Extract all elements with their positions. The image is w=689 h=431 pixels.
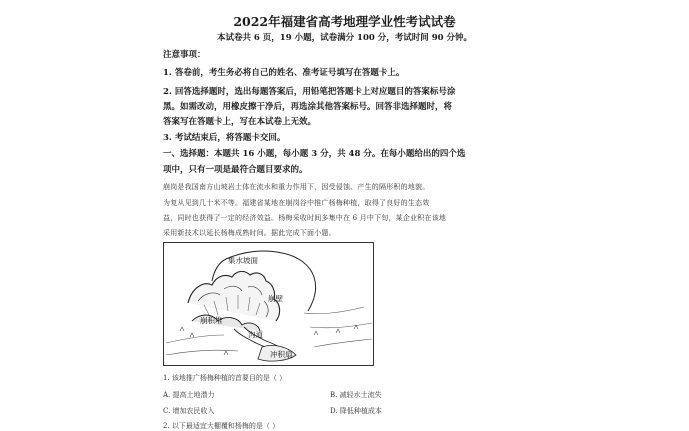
question1-option-b: B. 减轻水土流失	[330, 391, 382, 399]
question2-stem: 2. 以下最适宜大棚覆和杨梅的是（ ）	[163, 422, 280, 430]
passage-line-1: 崩岗是我国南方山坡岩土体在流水和重力作用下，因受侵蚀、产生的隔形积的地貌。	[163, 183, 430, 191]
gully-sketch	[164, 243, 373, 365]
label-channel: 沟道	[248, 330, 263, 339]
question1-stem: 1. 该地推广杨梅种植的首要目的是（ ）	[163, 374, 287, 382]
passage-line-3: 益，同时也获得了一定的经济效益。杨梅采收时间多集中在 6 月中下旬，某企业积在该地	[163, 214, 447, 222]
collapse-gully-figure	[163, 242, 374, 366]
label-collapse-deposit: 崩积堆	[200, 316, 223, 325]
section1-line-2: 项中，只有一项是最符合题目要求的。	[163, 165, 308, 175]
notice-line-4: 答案写在答题卡上，写在本试卷上无效。	[163, 117, 317, 127]
notice-line-2: 2. 回答选择题时，选出每题答案后，用铅笔把答题卡上对应题目的答案标号涂	[163, 87, 456, 97]
label-gully-cliff: 崩壁	[268, 294, 283, 303]
notice-heading: 注意事项：	[163, 50, 206, 60]
section1-line-1: 一、选择题：本题共 16 小题，每小题 3 分，共 48 分。在每小题给出的四个选	[163, 149, 466, 159]
exam-info: 本试卷共 6 页，19 小题，试卷满分 100 分，考试时间 90 分钟。	[216, 33, 473, 43]
label-catchment-slope: 集水坡面	[228, 256, 258, 265]
question1-option-a: A. 提高土地潜力	[163, 391, 215, 399]
label-alluvial-fan: 冲积扇	[270, 350, 293, 359]
notice-line-5: 3. 考试结束后，将答题卡交回。	[163, 133, 286, 143]
notice-line-3: 黑。如需改动，用橡皮擦干净后，再选涂其他答案标号。回答非选择题时，将	[163, 102, 453, 112]
question1-option-c: C. 增加农民收入	[163, 407, 215, 415]
passage-line-2: 为复从见到几十米不等。福建省某地在崩岗谷中推广杨梅种植，取得了良好的生态效	[163, 199, 430, 207]
passage-line-4: 采用新技术以延长杨梅成熟时间。据此完成下面小题。	[163, 229, 336, 237]
exam-title: 2022年福建省高考地理学业性考试试卷	[233, 14, 456, 29]
question1-option-d: D. 降低种植成本	[330, 407, 382, 415]
notice-line-1: 1. 答卷前，考生务必将自己的姓名、准考证号填写在答题卡上。	[163, 68, 405, 78]
